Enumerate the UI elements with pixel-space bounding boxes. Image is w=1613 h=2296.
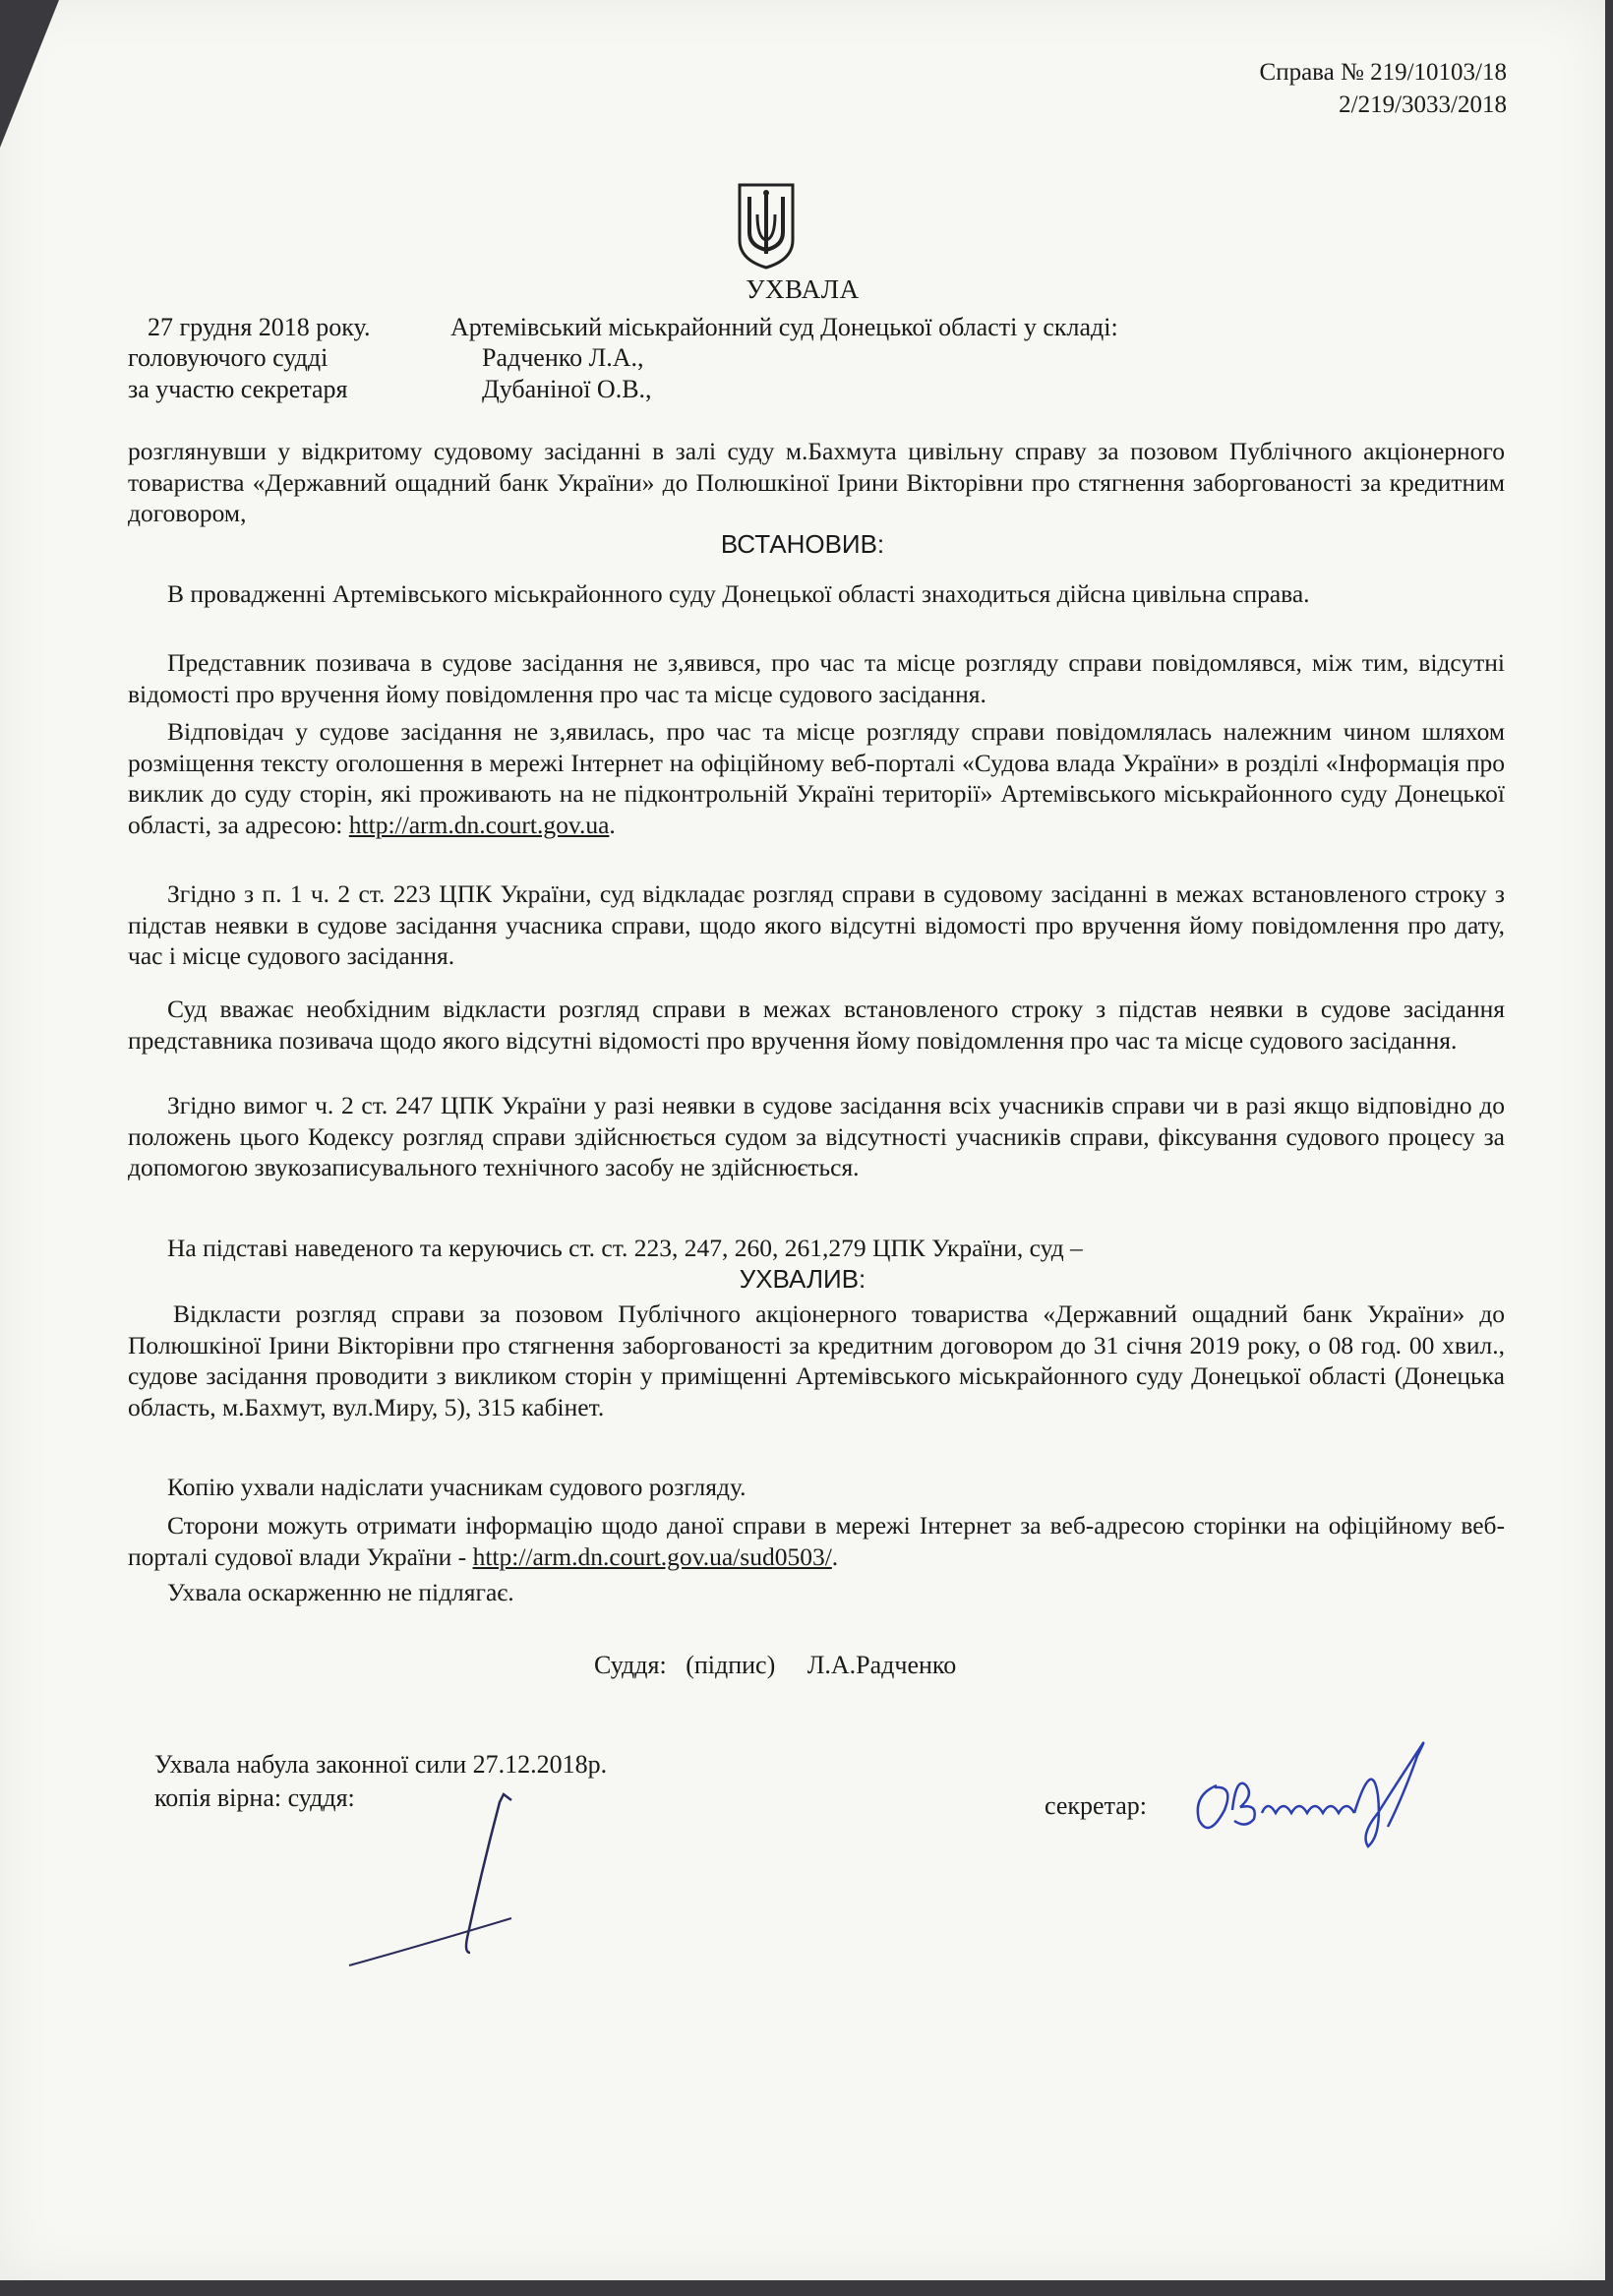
copy-certified-label: копія вірна: суддя:	[154, 1783, 355, 1812]
secretary-name: Дубаніної О.В.,	[482, 375, 652, 403]
resolution-3: Сторони можуть отримати інформацію щодо даної справи в мережі Інтернет за веб-адресою сторінки на офіційному веб-порталі судової влади України - http://arm.dn.court.gov.ua/sud0503/.	[128, 1511, 1505, 1571]
paragraph-5	[128, 994, 1505, 1056]
judge-label: головуючого судді	[128, 343, 329, 372]
paragraph-6	[128, 1090, 1505, 1183]
case-number: Справа № 219/10103/18	[1259, 59, 1507, 86]
section-established: ВСТАНОВИВ:	[720, 529, 885, 559]
decision-date: 27 грудня 2018 року.	[148, 313, 371, 341]
court-name: Артемівський міськрайонний суд Донецької області у складі:	[450, 313, 1118, 341]
resolution-2-text: Копію ухвали надіслати учасникам судового розгляду.	[167, 1473, 747, 1501]
secretary-signature-label: секретар:	[1045, 1791, 1148, 1820]
court-page-link[interactable]: http://arm.dn.court.gov.ua/sud0503/	[472, 1541, 832, 1571]
paragraph-4	[128, 878, 1505, 972]
resolution-4	[128, 1577, 1505, 1608]
paragraph-2-text: Представник позивача в судове засідання не з,явився, про час та місце розгляду справи повідомлявся, між тим, відсутні відомості про вручення йому повідомлення про час та місце судового засідання.	[128, 648, 1505, 708]
judge-name: Радченко Л.А.,	[482, 343, 644, 372]
paragraph-7	[128, 1233, 1505, 1264]
folded-corner	[0, 0, 59, 148]
document-title: УХВАЛА	[746, 274, 860, 304]
judge-signature-line: Суддя: (підпис) Л.А.Радченко	[594, 1651, 957, 1679]
paragraph-3-text: Відповідач у судове засідання не з,явилась, про час та місце розгляду справи повідомлялась належним чином шляхом розміщення тексту оголошення в мережі Інтернет на офіційному веб-порталі «Судова влада України» в розділі «Інформація про виклик до суду сторін, які проживають на не підконтрольній Україні території» Артемівського міськрайонного суду Донецької області, за адресою:	[128, 717, 1505, 839]
paragraph-4-text: Згідно з п. 1 ч. 2 ст. 223 ЦПК України, суд відкладає розгляд справи в судовому засіданні в межах встановленого строку з підстав неявки в судове засідання учасника справи, щодо якого відсутні відомості про вручення йому повідомлення про дату, час і місце судового засідання.	[128, 879, 1505, 970]
ukraine-trident-icon	[736, 181, 797, 270]
resolution-4-text: Ухвала оскарженню не підлягає.	[167, 1578, 514, 1606]
intro-paragraph: розглянувши у відкритому судовому засіданні в залі суду м.Бахмута цивільну справу за позовом Публічного акціонерного товариства «Державний ощадний банк України» до Полюшкіної Ірини Вікторівни про стягнення заборгованості за кредитним договором,	[128, 437, 1505, 527]
paragraph-5-text: Суд вважає необхідним відкласти розгляд справи в межах встановленого строку з підстав неявки в судове засідання представника позивача щодо якого відсутні відомості про вручення йому повідомлення про час та місце судового засідання.	[128, 995, 1505, 1055]
court-website-link[interactable]: http://arm.dn.court.gov.ua	[348, 810, 610, 839]
judge-handwritten-signature	[334, 1790, 531, 1977]
paragraph-3: Відповідач у судове засідання не з,явилась, про час та місце розгляду справи повідомлялась належним чином шляхом розміщення тексту оголошення в мережі Інтернет на офіційному веб-порталі «Судова влада України» в розділі «Інформація про виклик до суду сторін, які проживають на не підконтрольній Україні території» Артемівського міськрайонного суду Донецької області, за адресою: http://arm.dn.court.gov.ua.	[128, 717, 1505, 839]
paragraph-1-text: В провадженні Артемівського міськрайонного суду Донецької області знаходиться дійсна цивільна справа.	[167, 579, 1310, 608]
paragraph-6-text: Згідно вимог ч. 2 ст. 247 ЦПК України у разі неявки в судове засідання всіх учасників справи чи в разі якщо відповідно до положень цього Кодексу розгляд справи здійснюється судом за відсутності учасників справи, фіксування судового процесу за допомогою звукозаписувального технічного засобу не здійснюється.	[128, 1091, 1505, 1181]
secretary-handwritten-signature	[1185, 1717, 1451, 1854]
resolution-1-text: Відкласти розгляд справи за позовом Публічного акціонерного товариства «Державний ощадний банк України» до Полюшкіної Ірини Вікторівни про стягнення заборгованості за кредитним договором до 31 січня 2019 року, о 08 год. 00 хвил., судове засідання проводити з викликом сторін у приміщенні Артемівського міськрайонного суду Донецької області (Донецька область, м.Бахмут, вул.Миру, 5), 315 кабінет.	[128, 1299, 1505, 1421]
section-resolved: УХВАЛИВ:	[739, 1264, 866, 1294]
secretary-label: за участю секретаря	[128, 375, 348, 403]
resolution-3-text: Сторони можуть отримати інформацію щодо даної справи в мережі Інтернет за веб-адресою сторінки на офіційному веб-порталі судової влади України -	[128, 1511, 1505, 1571]
paragraph-2	[128, 647, 1505, 709]
resolution-2	[128, 1472, 1505, 1503]
paragraph-7-text: На підставі наведеного та керуючись ст. ст. 223, 247, 260, 261,279 ЦПК України, суд –	[167, 1234, 1083, 1262]
paragraph-1	[128, 578, 1505, 610]
resolution-1	[128, 1299, 1505, 1422]
case-number-secondary: 2/219/3033/2018	[1339, 91, 1507, 118]
entry-into-force: Ухвала набула законної сили 27.12.2018р.	[154, 1750, 608, 1779]
